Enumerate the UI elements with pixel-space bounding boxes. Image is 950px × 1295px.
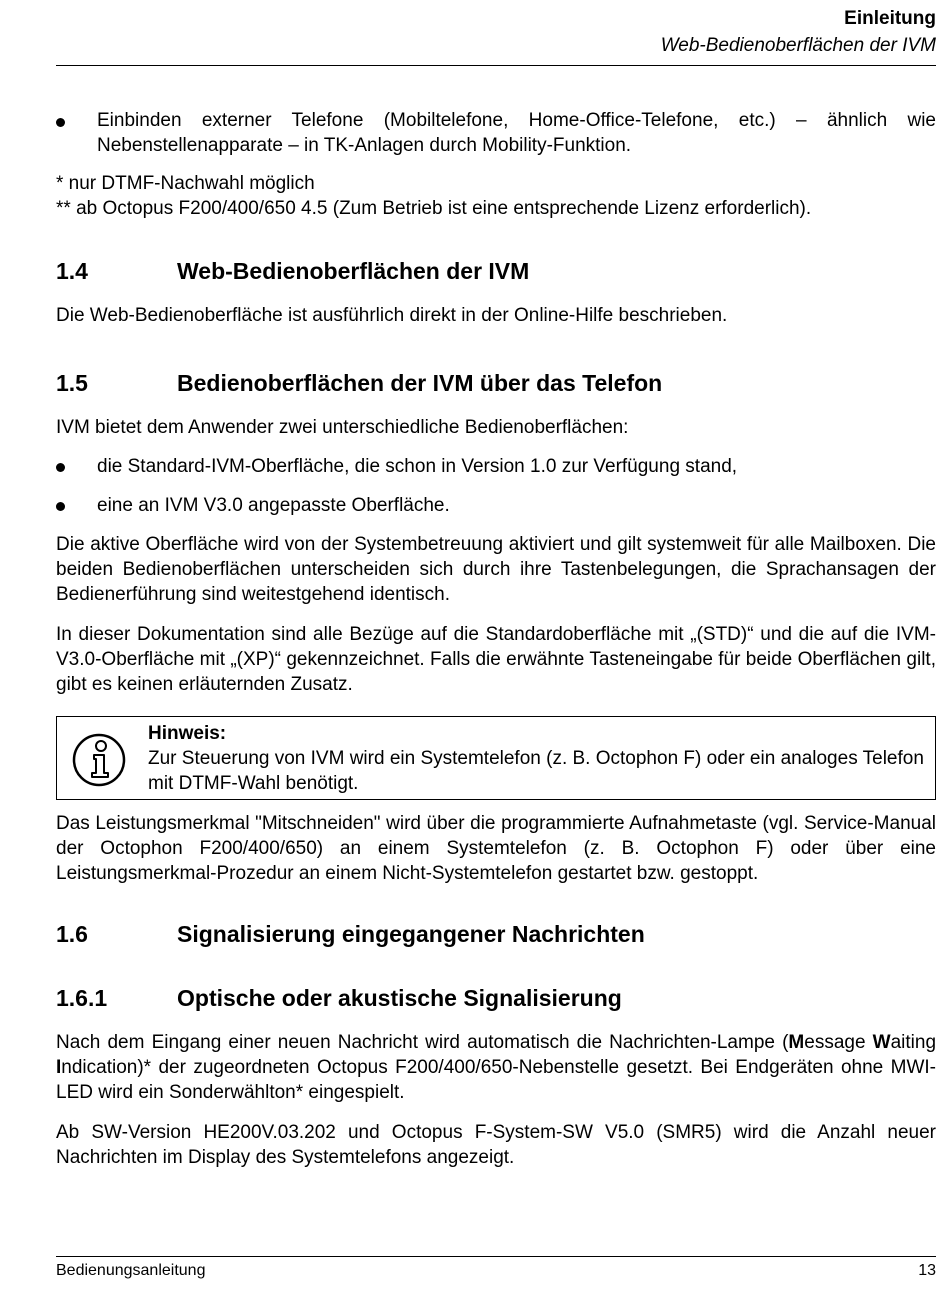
mwi-letter-m: M: [788, 1032, 805, 1053]
bullet-item: die Standard-IVM-Oberfläche, die schon in Version 1.0 zur Verfügung stand,: [97, 456, 738, 477]
paragraph: Das Leistungsmerkmal "Mitschneiden" wird über die programmierte Aufnahmetaste (vgl. Service-Manual der Octophon F200/400/650) an einem Systemtelefon (z. B. Octophon F) oder über eine Leistungsmerkmal-Prozedur an einem Nicht-Systemtelefon gestartet bzw. gestoppt.: [56, 813, 936, 884]
section-heading: Web-Bedienoberflächen der IVM: [177, 258, 530, 284]
footer-document-title: Bedienungsanleitung: [56, 1262, 206, 1279]
bullet-item: Einbinden externer Telefone (Mobiltelefone, Home-Office-Telefone, etc.) – ähnlich wie Nebenstellenapparate – in TK-Anlagen durch Mobility-Funktion.: [97, 110, 936, 156]
page-number: 13: [918, 1262, 936, 1279]
section-running-title: Web-Bedienoberflächen der IVM: [660, 35, 936, 56]
section-number: 1.4: [56, 258, 88, 284]
section-number: 1.6: [56, 921, 88, 947]
footer-divider: [56, 1256, 936, 1257]
section-heading: Signalisierung eingegangener Nachrichten: [177, 921, 645, 947]
note-box: [56, 716, 936, 800]
paragraph: IVM bietet dem Anwender zwei unterschiedliche Bedienoberflächen:: [56, 417, 629, 438]
section-number: 1.5: [56, 370, 88, 396]
paragraph: In dieser Dokumentation sind alle Bezüge auf die Standardoberfläche mit „(STD)“ und die auf die IVM-V3.0-Oberfläche mit „(XP)“ gekennzeichnet. Falls die erwähnte Tasteneingabe für beide Oberflächen gilt, gibt es keinen erläuternden Zusatz.: [56, 624, 936, 695]
paragraph: Die aktive Oberfläche wird von der Systembetreuung aktiviert und gilt systemweit für alle Mailboxen. Die beiden Bedienoberflächen unterscheiden sich durch ihre Tastenbelegungen, die Sprachansagen der Bedienerführung sind weitestgehend identisch.: [56, 534, 936, 605]
note-text: Zur Steuerung von IVM wird ein Systemtelefon (z. B. Octophon F) oder ein analoges Telefon mit DTMF-Wahl benötigt.: [148, 748, 924, 794]
note-title: Hinweis:: [148, 723, 227, 744]
mwi-letter-i: I: [56, 1057, 62, 1078]
bullet-icon: [56, 118, 65, 127]
section-heading: Bedienoberflächen der IVM über das Telefon: [177, 370, 663, 396]
bullet-icon: [56, 463, 65, 472]
paragraph-text: essage: [804, 1032, 873, 1053]
bullet-item: eine an IVM V3.0 angepasste Oberfläche.: [97, 495, 450, 516]
mwi-letter-w: W: [872, 1032, 891, 1053]
paragraph-text: aiting: [890, 1032, 937, 1053]
subsection-heading: Optische oder akustische Signalisierung: [177, 985, 622, 1011]
paragraph: Die Web-Bedienoberfläche ist ausführlich direkt in der Online-Hilfe beschrieben.: [56, 305, 728, 326]
paragraph: Ab SW-Version HE200V.03.202 und Octopus F-System-SW V5.0 (SMR5) wird die Anzahl neuer Nachrichten im Display des Systemtelefons angezeigt.: [56, 1122, 936, 1168]
footnote: ** ab Octopus F200/400/650 4.5 (Zum Betrieb ist eine entsprechende Lizenz erforderlich).: [56, 198, 812, 219]
header-divider: [56, 65, 936, 66]
paragraph: [56, 1030, 936, 1105]
bullet-icon: [56, 502, 65, 511]
footnote: * nur DTMF-Nachwahl möglich: [56, 173, 315, 194]
chapter-title: Einleitung: [844, 8, 936, 29]
paragraph-text: Nach dem Eingang einer neuen Nachricht wird automatisch die Nachrichten-Lampe (: [56, 1032, 789, 1053]
info-icon: [71, 732, 127, 788]
paragraph-text: ndication)* der zugeordneten Octopus F200/400/650-Nebenstelle gesetzt. Bei Endgeräten ohne MWI-LED wird ein Sonderwählton* eingespielt.: [56, 1057, 936, 1103]
subsection-number: 1.6.1: [56, 985, 108, 1011]
